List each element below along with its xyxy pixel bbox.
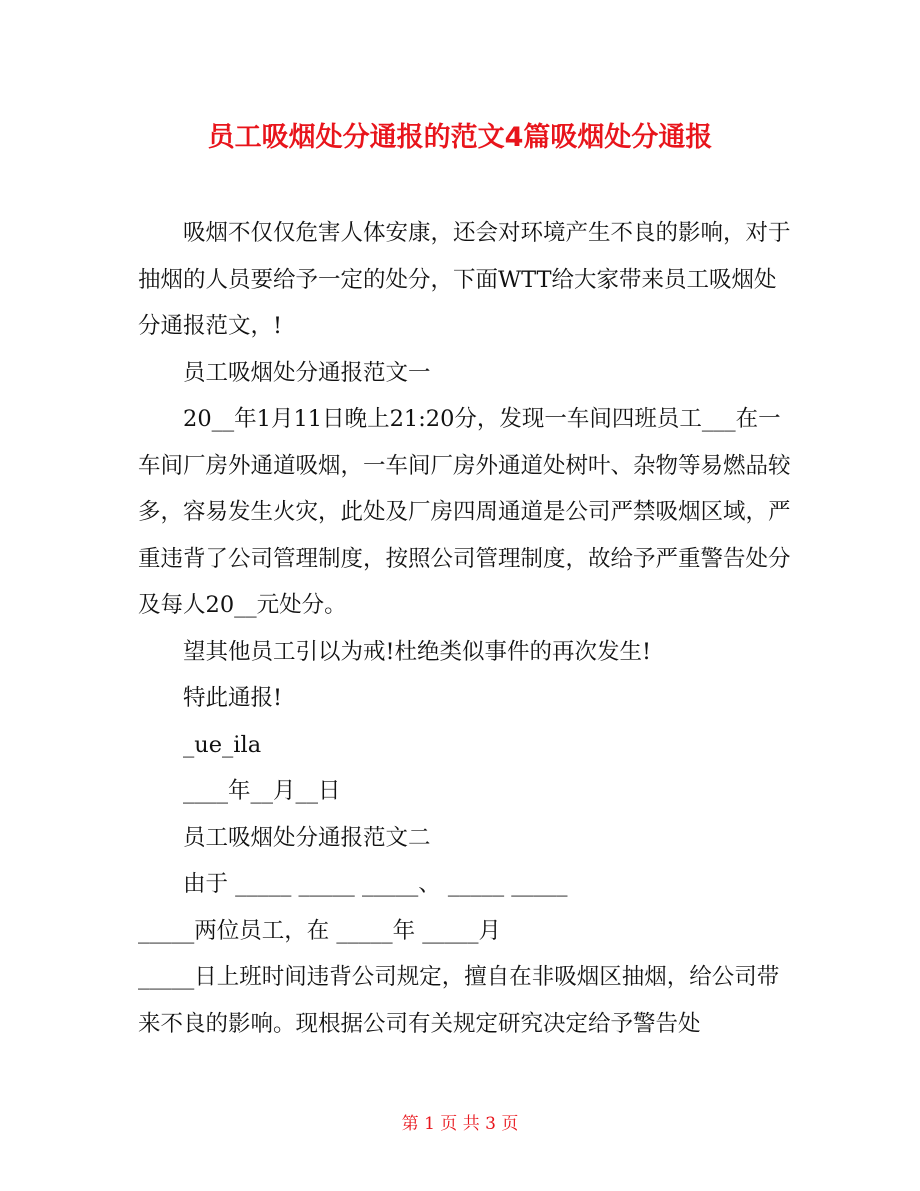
incident-paragraph: 20__年1月11日晚上21:20分，发现一车间四班员工___在一车间厂房外通道吸烟，一车间厂房外通道处树叶、杂物等易燃品较多，容易发生火灾，此处及厂房四周通道是公司严禁吸烟区域，严重违背了公司管理制度，按照公司管理制度，故给予严重警告处分及每人20__元处分。 [138, 406, 791, 618]
document-title: 员工吸烟处分通报的范文4篇吸烟处分通报 [207, 122, 713, 153]
section-heading-2: 员工吸烟处分通报范文二 [183, 824, 431, 851]
notice-paragraph: 特此通报! [183, 685, 283, 711]
intro-paragraph: 吸烟不仅仅危害人体安康，还会对环境产生不良的影响，对于抽烟的人员要给予一定的处分，下面WTT给大家带来员工吸烟处分通报范文，! [138, 220, 791, 339]
warning-paragraph: 望其他员工引以为戒!杜绝类似事件的再次发生! [183, 638, 652, 665]
employees-line: _____两位员工，在 _____年 _____月 [138, 917, 502, 944]
document-body [138, 210, 798, 1047]
date-line: ____年__月__日 [183, 778, 341, 804]
page-number: 第 1 页 共 3 页 [401, 1114, 519, 1134]
signature-line: _ue_ila [183, 731, 262, 758]
violation-paragraph: _____日上班时间违背公司规定，擅自在非吸烟区抽烟，给公司带来不良的影响。现根据公司有关规定研究决定给予警告处 [138, 964, 780, 1037]
reason-line: 由于 _____ _____ _____、 _____ _____ [183, 871, 568, 897]
section-heading-1: 员工吸烟处分通报范文一 [183, 359, 431, 386]
